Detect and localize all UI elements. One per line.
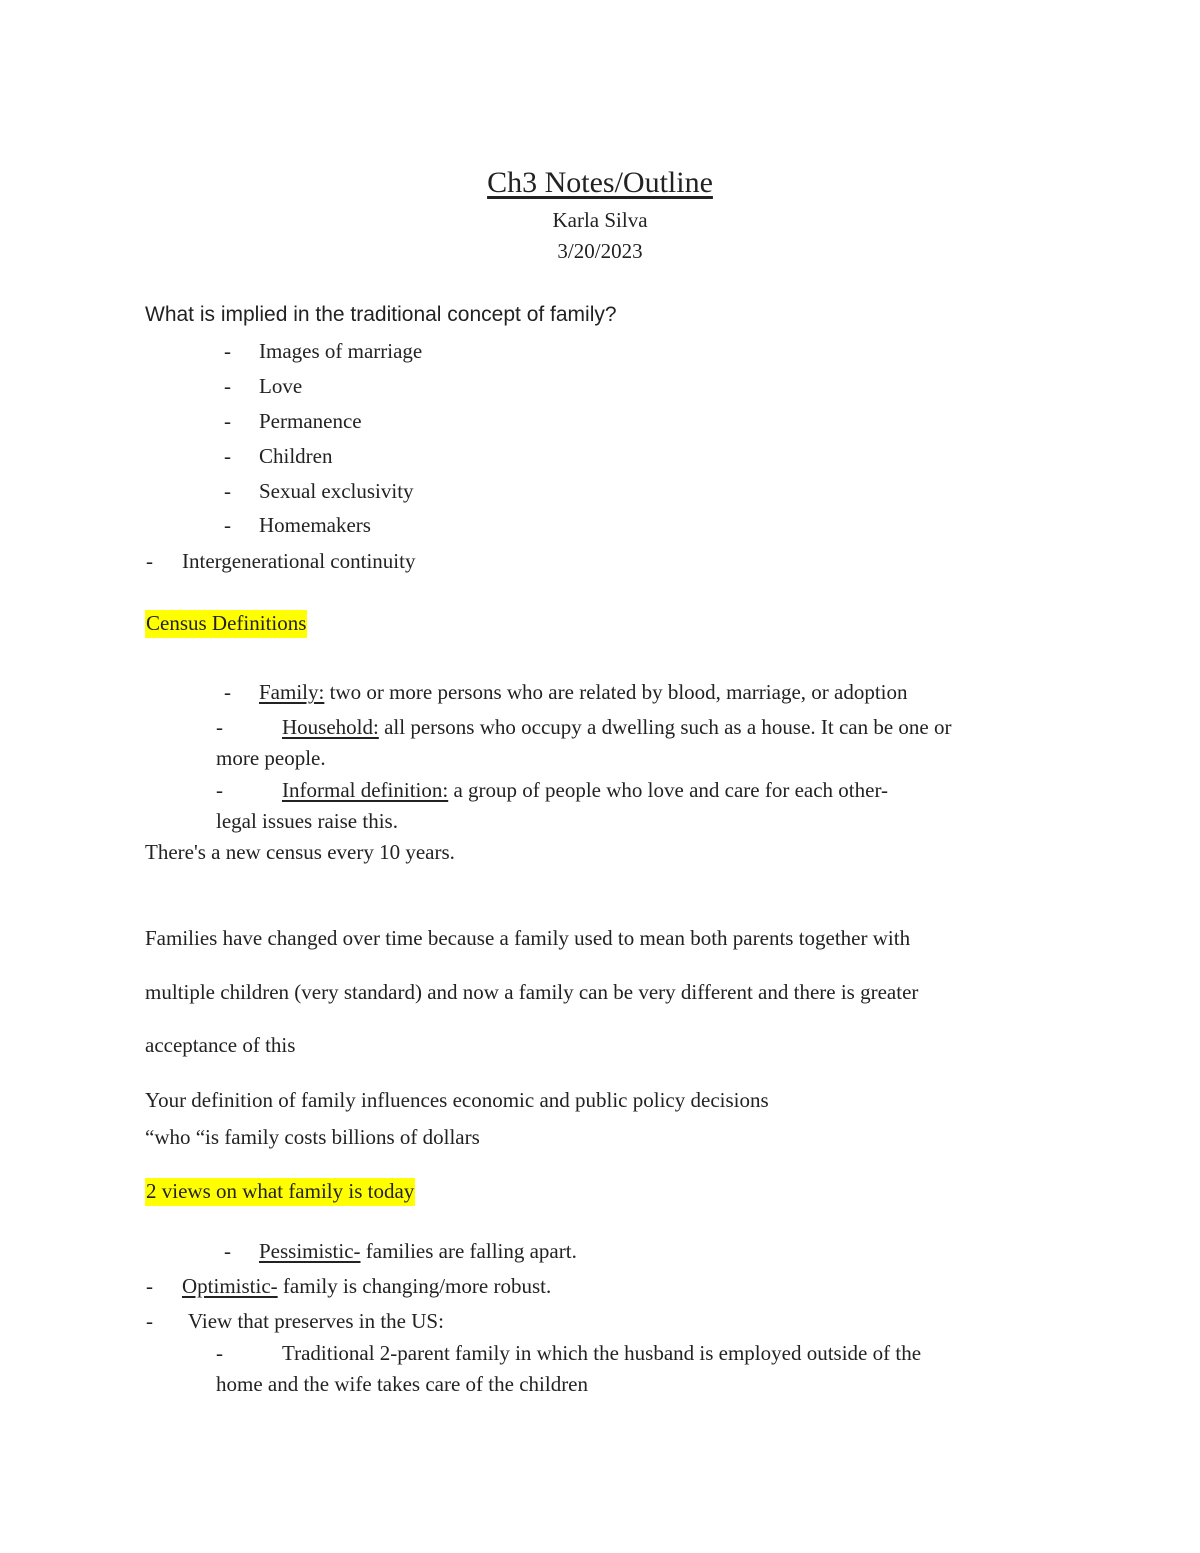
traditional-item: Sexual exclusivity: [259, 479, 414, 503]
optimistic-view: [182, 1276, 551, 1297]
census-heading: [145, 613, 307, 634]
bullet-dash: -: [216, 1341, 223, 1365]
traditional-family-line: Traditional 2-parent family in which the husband is employed outside of the: [282, 1341, 922, 1365]
traditional-family-line-cont: home and the wife takes care of the children: [216, 1372, 589, 1396]
census-note: There's a new census every 10 years.: [145, 840, 455, 864]
bullet-dash: -: [216, 715, 223, 739]
family-def: two or more persons who are related by blood, marriage, or adoption: [324, 680, 908, 704]
bullet-dash: -: [224, 339, 231, 363]
traditional-item: Love: [259, 374, 303, 398]
bullet-dash: -: [224, 444, 231, 468]
traditional-item: Children: [259, 444, 333, 468]
optimistic-term: Optimistic-: [182, 1274, 278, 1298]
bullet-dash: -: [146, 1309, 153, 1333]
bullet-dash: -: [216, 778, 223, 802]
views-heading-highlight: 2 views on what family is today: [145, 1178, 415, 1206]
author-name: Karla Silva: [552, 208, 648, 232]
household-term: Household:: [282, 715, 379, 739]
family-term: Family:: [259, 680, 325, 704]
traditional-item: Homemakers: [259, 513, 371, 537]
page-title: Ch3 Notes/Outline: [487, 166, 713, 199]
household-def-cont: more people.: [216, 746, 326, 770]
bullet-dash: -: [224, 409, 231, 433]
family-definition: [259, 682, 908, 703]
pessimistic-term: Pessimistic-: [259, 1239, 361, 1263]
traditional-item: Images of marriage: [259, 339, 423, 363]
change-paragraph-line: Families have changed over time because a family used to mean both parents together with: [145, 926, 911, 950]
views-heading: [145, 1181, 415, 1202]
policy-line: Your definition of family influences economic and public policy decisions: [145, 1088, 769, 1112]
household-def: all persons who occupy a dwelling such as a house. It can be one or: [378, 715, 952, 739]
bullet-dash: -: [224, 1239, 231, 1263]
bullet-dash: -: [146, 1274, 153, 1298]
traditional-item: Permanence: [259, 409, 362, 433]
pessimistic-view: [259, 1241, 577, 1262]
bullet-dash: -: [224, 374, 231, 398]
pessimistic-def: families are falling apart.: [360, 1239, 577, 1263]
bullet-dash: -: [224, 479, 231, 503]
policy-line: “who “is family costs billions of dollars: [145, 1125, 480, 1149]
change-paragraph-line: acceptance of this: [145, 1033, 296, 1057]
informal-definition: [282, 780, 888, 801]
traditional-question: What is implied in the traditional concept of family?: [145, 303, 617, 326]
document-date: 3/20/2023: [557, 239, 643, 263]
census-heading-highlight: Census Definitions: [145, 610, 307, 638]
bullet-dash: -: [224, 513, 231, 537]
preserve-view: View that preserves in the US:: [188, 1309, 444, 1333]
optimistic-def: family is changing/more robust.: [277, 1274, 552, 1298]
informal-term: Informal definition:: [282, 778, 449, 802]
informal-def-cont: legal issues raise this.: [216, 809, 398, 833]
bullet-dash: -: [146, 549, 153, 573]
household-definition: [282, 717, 952, 738]
change-paragraph-line: multiple children (very standard) and now a family can be very different and there is greater: [145, 980, 919, 1004]
bullet-dash: -: [224, 680, 231, 704]
informal-def: a group of people who love and care for each other-: [448, 778, 889, 802]
traditional-outer-item: Intergenerational continuity: [182, 549, 416, 573]
